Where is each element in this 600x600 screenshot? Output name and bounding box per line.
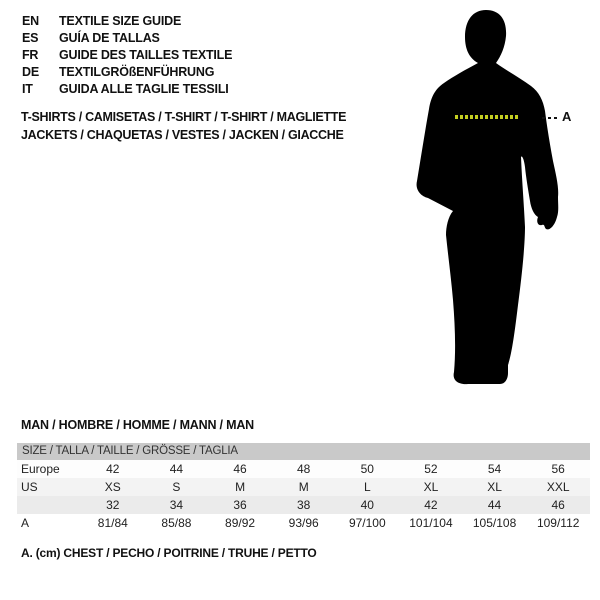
table-cell: 81/84 [97,516,128,530]
language-row [22,64,232,81]
table-cell: 50 [360,462,374,476]
table-cell: L [363,480,371,494]
language-title: TEXTILE SIZE GUIDE [59,14,182,28]
row-label: A [21,516,30,530]
table-cell: 42 [424,498,438,512]
table-cell: 101/104 [409,516,453,530]
table-cell: 93/96 [288,516,319,530]
size-table-body [17,460,590,532]
row-label [17,496,81,514]
table-cell: 48 [297,462,311,476]
row-label: US [21,480,38,494]
section-title: MAN / HOMBRE / HOMME / MANN / MAN [21,418,254,432]
language-title: TEXTILGRÖßENFÜHRUNG [59,65,215,79]
language-code: ES [22,31,39,45]
man-silhouette-path [417,10,559,384]
chest-measure-dash-line [455,115,518,119]
table-cell: 56 [551,462,565,476]
table-cell: 44 [169,462,184,476]
table-cell: XL [487,480,502,494]
language-row [22,30,232,47]
table-cell: S [172,480,181,494]
language-code: EN [22,14,39,28]
table-cell: 105/108 [472,516,517,530]
table-cell: 109/112 [536,516,580,530]
language-code: DE [22,65,39,79]
measure-leader-dashes [542,117,558,119]
language-title: GUIDA ALLE TAGLIE TESSILI [59,82,229,96]
table-cell: 46 [551,498,565,512]
table-cell: 34 [169,498,184,512]
language-title: GUÍA DE TALLAS [59,31,160,45]
table-cell: 52 [424,462,438,476]
language-code: IT [22,82,33,96]
man-silhouette [408,5,568,390]
table-cell: 42 [106,462,120,476]
language-row [22,47,232,64]
size-table [17,443,590,532]
category-line-jackets: JACKETS / CHAQUETAS / VESTES / JACKEN / GIACCHE [21,127,344,142]
table-cell: 40 [360,498,374,512]
measure-label-a: A [562,109,572,124]
category-line-tshirts: T-SHIRTS / CAMISETAS / T-SHIRT / T-SHIRT / MAGLIETTE [21,110,347,124]
table-cell: 89/92 [225,516,256,530]
language-code: FR [22,48,39,62]
table-cell: XS [104,480,121,494]
row-label: Europe [21,462,60,476]
language-row [22,81,232,98]
table-cell: 38 [297,498,311,512]
table-cell: XXL [546,480,570,494]
table-cell: 54 [487,462,502,476]
table-row [17,460,590,478]
table-cell: 36 [233,498,247,512]
table-cell: 85/88 [161,516,192,530]
size-table-header: SIZE / TALLA / TAILLE / GRÖSSE / TAGLIA [17,443,590,460]
category-lines [21,109,346,144]
table-cell: XL [423,480,439,494]
language-list [22,13,232,98]
table-row [17,496,590,514]
table-cell: 44 [487,498,502,512]
language-title: GUIDE DES TAILLES TEXTILE [59,48,233,62]
table-cell: M [298,480,309,494]
table-cell: 97/100 [348,516,386,530]
table-cell: 32 [106,498,120,512]
measure-footnote: A. (cm) CHEST / PECHO / POITRINE / TRUHE / PETTO [21,546,317,560]
table-row [17,514,590,532]
table-row [17,478,590,496]
table-cell: 46 [233,462,247,476]
language-row [22,13,232,30]
table-cell: M [235,480,246,494]
